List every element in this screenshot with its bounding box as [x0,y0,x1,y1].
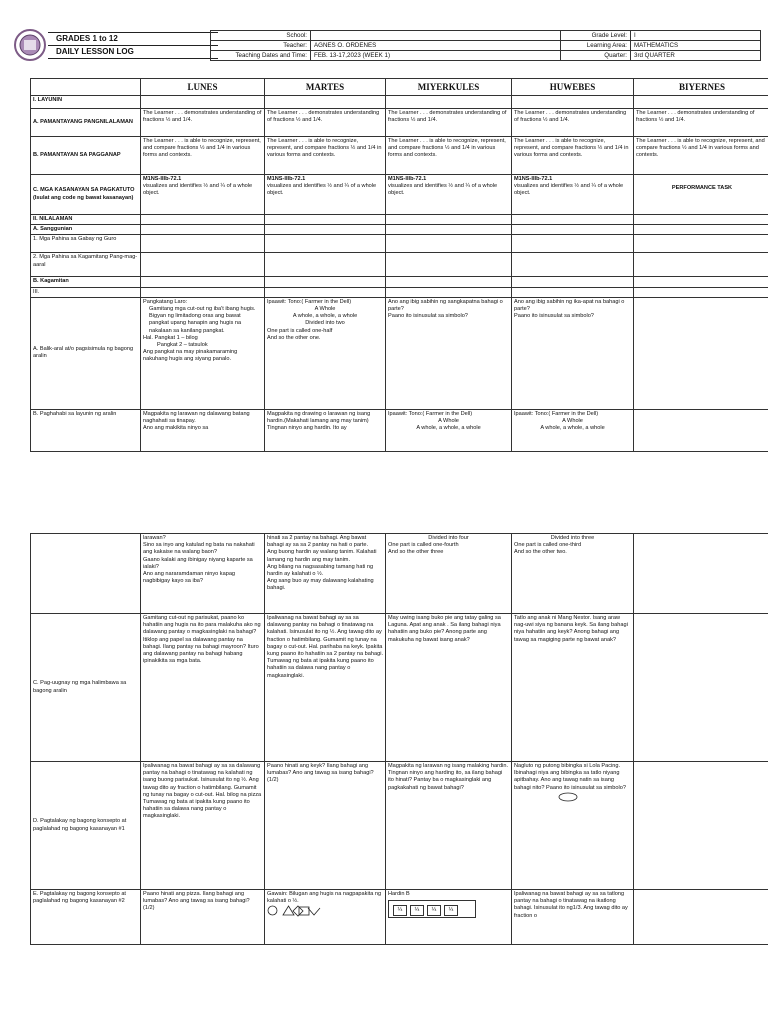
text-line: Ano ang makikita ninyo sa [143,425,209,432]
text-line: Gaano kalaki ang ibinigay niyang kaparte sa ialaki? [143,556,253,570]
garden-part: ¼ [444,905,458,916]
ellipse-shape-icon [558,792,578,802]
text-line: And so the other two. [514,549,567,556]
cell-balik-martes [265,297,386,409]
text-line: One part is called one-fourth [388,542,459,549]
text-line: Magpakita ng larawan ng dalawang batang naghahati sa tinapay. [143,410,250,425]
text-line: Ang pangkat na may pinakamaraming nakuhang hugis ang siyang panalo. [143,349,238,363]
garden-b-label: Hardin B [388,891,410,897]
text-line: Ang sang buo ay may dalawang kalahating bahagi. [267,578,374,592]
cell-habi-huwebes [512,409,634,451]
day-header: MARTES [265,79,386,96]
cell-e-martes [265,890,386,945]
row-label-pagtalakay-2: E. Pagtalakay ng bagong konsepto at paglalahad ng bagong kasanayan #2 [31,890,141,945]
school-label: School: [211,31,311,41]
cell-e-huwebes: Ipaliwanag na bawat bahagi ay sa sa tatlong pantay na bahagi o tinatawag na ikatlong bahagi. Isinusulat ito ng1/3. Ang tawag dito ay fraction o [512,890,634,945]
text-line: A whole, a whole, a whole [416,425,481,432]
competency-code: M1NS-IIIb-72.1 [267,176,306,182]
diamond-shape-icon [292,905,304,917]
cell-pagganap: The Learner . . . is able to recognize, represent, and compare fractions ½ and 1/4 in various forms and contexts. [265,137,386,175]
cell-d-huwebes [512,762,634,890]
text-line: Paano ito isinusulat sa simbolo? [388,313,468,320]
row-label-nilalaman: II. NILALAMAN [31,215,141,225]
teacher-label: Teacher: [211,41,311,51]
competency-text: visualizes and identifies ½ and ¼ of a whole object. [267,183,377,197]
performance-task: PERFORMANCE TASK [671,185,733,191]
cell-e-miyerkules [386,890,512,945]
cell-ugnay-huwebes: Tatlo ang anak ni Mang Nestor. Isang araw nag-uwi siya ng banana keyk. Sa ilang bahagi niya hahatiin ang keyk? Anong bahagi ang tawag sa magiging parte ng bawat anak? [512,614,634,762]
cell-pagganap: The Learner . . . is able to recognize, represent, and compare fractions ½ and 1/4 in various forms and contexts. [512,137,634,175]
heart-shape-icon [307,906,321,916]
cell-pangnilalaman: The Learner . . . demonstrates understanding of fractions ½ and 1/4. [265,109,386,137]
row-label-kagamitan: B. Kagamitan [31,277,141,287]
competency-code: M1NS-IIIb-72.1 [514,176,553,182]
grade-level-label: Grade Level: [561,31,631,41]
row-label-kasanayan: C. MGA KASANAYAN SA PAGKATUTO (Isulat ang code ng bawat kasanayan) [31,175,141,215]
learning-area-label: Learning Area: [561,41,631,51]
cell-kasanayan [386,175,512,215]
cell-kasanayan [141,175,265,215]
competency-text: visualizes and identifies ½ and ¼ of a whole object. [388,183,498,197]
header-info-table [210,30,761,61]
cell-pangnilalaman: The Learner . . . demonstrates understanding of fractions ½ and 1/4. [141,109,265,137]
cell-kasanayan [634,175,768,215]
cell-habi-martes [265,409,386,451]
text-line: Divided into four [428,535,469,541]
deped-seal-icon [14,29,46,61]
text-line: And so the other three [388,549,444,556]
row-label-pagtalakay-1: D. Pagtalakay ng bagong konsepto at paglalahad ng bagong kasanayan #1 [31,762,141,890]
day-header: HUWEBES [512,79,634,96]
grades-title: GRADES 1 to 12 [48,33,218,46]
text-line: A whole, a whole, a whole [540,425,605,432]
cell-balik-lunes [141,297,265,409]
cell-pagganap: The Learner . . . is able to recognize, represent, and compare fractions ½ and 1/4 in various forms and contexts. [634,137,768,175]
text-line: Sino sa inyo ang katulad ng bata na nakahati ang kakaise na walang baon? [143,542,255,556]
teacher-value: AGNES O. ORDENES [311,41,561,51]
garden-grid [388,900,476,918]
text-line: Pangkatang Laro: [143,298,188,305]
lesson-log-header [12,28,768,68]
cell-habi-miyerkules-cont [386,534,512,614]
cell-pagganap: The Learner . . . is able to recognize, represent, and compare fractions ½ and 1/4 in various forms and contexts. [386,137,512,175]
teaching-dates-label: Teaching Dates and Time: [211,51,311,61]
text-line: Ano ang ibig sabihin ng ika-apat na bahagi o parte? [514,298,625,313]
day-header: LUNES [141,79,265,96]
row-label-balik-aral: A. Balik-aral at/o pagsisimula ng bagong aralin [31,297,141,409]
text-line: Hal. Pangkat 1 – bilog [143,334,198,341]
quarter-label: Quarter: [561,51,631,61]
text-line: Pangkat 2 – tatsulok [157,342,208,349]
school-value [311,31,561,41]
cell-habi-martes-cont [265,534,386,614]
text-line: Ano ang ibig sabihin ng sangkapatna bahagi o parte? [388,298,503,313]
row-label-paghahabi: B. Paghahabi sa layunin ng aralin [31,409,141,451]
day-header: BIYERNES [634,79,768,96]
garden-part: ¼ [427,905,441,916]
cell-pagganap: The Learner . . . is able to recognize, represent, and compare fractions ½ and 1/4 in various forms and contexts. [141,137,265,175]
text-line: Paano ito isinusulat sa simbolo? [514,313,594,320]
text-line: Magpakita ng drawing o larawan ng isang hardin.(Makahati lamang ang may tanim) [267,410,371,425]
row-label-iii: III. [31,287,141,297]
text-line: Divided into two [305,320,345,327]
cell-pangnilalaman: The Learner . . . demonstrates understanding of fractions ½ and 1/4. [634,109,768,137]
text-line: A Whole [438,418,459,425]
text-line: A Whole [314,306,336,313]
cell-e-lunes: Paano hinati ang pizza. Ilang bahagi ang lumabas? Ano ang tawag sa isang bahagi? (1/2) [141,890,265,945]
competency-code: M1NS-IIIb-72.1 [143,176,182,182]
row-label-kagamitang: 2. Mga Pahina sa Kagamitang Pang-mag-aaral [31,253,141,277]
text-line: Divided into three [550,535,595,541]
garden-part: ¼ [410,905,424,916]
cell-d-martes: Paano hinati ang keyk? Ilang bahagi ang lumabas? Ano ang tawag sa isang bahagi? (1/2) [265,762,386,890]
learning-area-value: MATHEMATICS [631,41,761,51]
e-martes-text: Gawain: Bilugan ang hugis na nagpapakita ng kalahati o ½. [267,891,382,905]
text-line: A whole, a whole, a whole [292,313,358,320]
cell-balik-huwebes [512,297,634,409]
cell-d-miyerkules: Magpakita ng larawan ng isang malaking hardin. Tingnan ninyo ang harding ito, sa ilang bahagi ito hinati? Pantay ba o magkasinglaki ang pagkakahati ng bawat bahagi? [386,762,512,890]
competency-text: visualizes and identifies ½ and ¼ of a whole object. [143,183,253,197]
grade-level-value: I [631,31,761,41]
quarter-value: 3rd QUARTER [631,51,761,61]
row-label-pangnilalaman: A. PAMANTAYANG PANGNILALAMAN [31,109,141,137]
day-header: MIYERKULES [386,79,512,96]
circle-shape-icon [267,905,278,916]
text-line: One part is called one-third [514,542,582,549]
text-line: A Whole [562,418,583,425]
text-line: Gamitang mga cut-out ng iba't ibang hugis. Bigyan ng limitadong oras ang bawat pangkat upang hanapin ang hugis na nakalaan sa kanilang pangkat. [149,306,256,334]
cell-ugnay-miyerkules: May uwing isang buko pie ang tatay galing sa Laguna. Apat ang anak . Sa ilang bahagi niya hahatiin ang buko pie? Anong parte ang makukuha ng bawat isang anak? [386,614,512,762]
cell-kasanayan [265,175,386,215]
cell-balik-miyerkules [386,297,512,409]
row-label-layunin: I. LAYUNIN [31,96,141,109]
cell-pangnilalaman: The Learner . . . demonstrates understanding of fractions ½ and 1/4. [386,109,512,137]
cell-pangnilalaman: The Learner . . . demonstrates understanding of fractions ½ and 1/4. [512,109,634,137]
text-line: Tingnan ninyo ang hardin. Ito ay [267,425,347,432]
text-line: Ipaawit: Tono:( Farmer in the Dell) [388,410,473,417]
text-line: Ipaawit: Tono:( Farmer in the Dell) [267,298,352,305]
text-line: Ang buong hardin ay walang tanim. Kalahati lamang ng hardin ang may tanim. [267,549,377,563]
competency-text: visualizes and identifies ½ and ¼ of a whole object. [514,183,624,197]
lesson-log-table [30,78,768,452]
text-line: Ang bilang na nagsasabing tamang hati ng hardin ay kalahati o ½. [267,563,374,578]
text-line: One part is called one-half [267,327,333,334]
daily-lesson-log-title: DAILY LESSON LOG [48,46,218,59]
teaching-dates-value: FEB. 13-17,2023 (WEEK 1) [311,51,561,61]
corner-cell [31,79,141,96]
text-line: larawan? [143,535,166,541]
garden-part: ¼ [393,905,407,916]
cell-d-lunes: Ipaliwanag na bawat bahagi ay sa sa dalawang pantay na bahagi o tinatawag na kalahati ng isang buong parisukat. Isinusulat ito ng ½. Ang tawag dito ay fraction o hatimbilang. Gumamit ng tunay na bagay o cut-out. Hal. bilog na pizza Tumawag ng bata at ipakita kung paano ito hahatiin sa dalawa nang pantay o magkasinglaki. [141,762,265,890]
row-label-pag-uugnay: C. Pag-uugnay ng mga halimbawa sa bagong aralin [31,614,141,762]
d-huwebes-text: Nagluto ng putong bibingka si Lola Pacing. Ibinahagi niya ang bibingka sa tatlo niyang apitbahay. Ano ang tawag natin sa isang bahagi nito? Paano ito isinusulat sa simbolo? [514,763,626,791]
text-line: Ipaawit: Tono:( Farmer in the Dell) [514,410,599,417]
cell-ugnay-martes: Ipaliwanag na bawat bahagi ay sa sa dalawang pantay na bahagi o tinatawag na kalahati. Isinusulat ito ng ½. Ang tawag dito ay fraction o hatimbilang. Gumamit ng tunay na bagay o cut-out. Hal. parihaba na keyk. Ipakita kung paano ito hahatiin sa 2 pantay na bahagi. Tumawag ng bata at ipakita kung paano ito hahatiin sa dalawa nang pantay o magkasinglaki. [265,614,386,762]
cell-habi-lunes-cont [141,534,265,614]
shape-row [267,905,383,917]
cell-kasanayan [512,175,634,215]
text-line: Ano ang nararamdaman ninyo kapag nagbibigay kayo sa iba? [143,571,236,585]
row-label-pagganap: B. PAMANTAYAN SA PAGGANAP [31,137,141,175]
cell-ugnay-lunes: Gamitang cut-out ng parisukat, paano ko hahatiin ang hugis na ito para malakuha ako ng dalawang pantay o magkasinglaki na bahagi? Itiklop ang papel sa dalawang pantay na bahagi. Ilang pantay na bahagi mayroon? Ituro ang dalawang pantay na bahagi habang ipinakikita sa mga bata. [141,614,265,762]
cell-habi-miyerkules [386,409,512,451]
lesson-log-table-continued [30,533,768,945]
competency-code: M1NS-IIIb-72.1 [388,176,427,182]
cell-habi-huwebes-cont [512,534,634,614]
header-title [48,32,218,59]
row-label-sanggunian: A. Sanggunian [31,225,141,235]
row-label-gabay: 1. Mga Pahina sa Gabay ng Guro [31,235,141,253]
text-line: And so the other one. [267,334,321,341]
text-line: hinati sa 2 pantay na bahagi. Ang bawat bahagi ay sa sa 2 pantay na hati o parte. [267,535,369,549]
cell-habi-lunes [141,409,265,451]
